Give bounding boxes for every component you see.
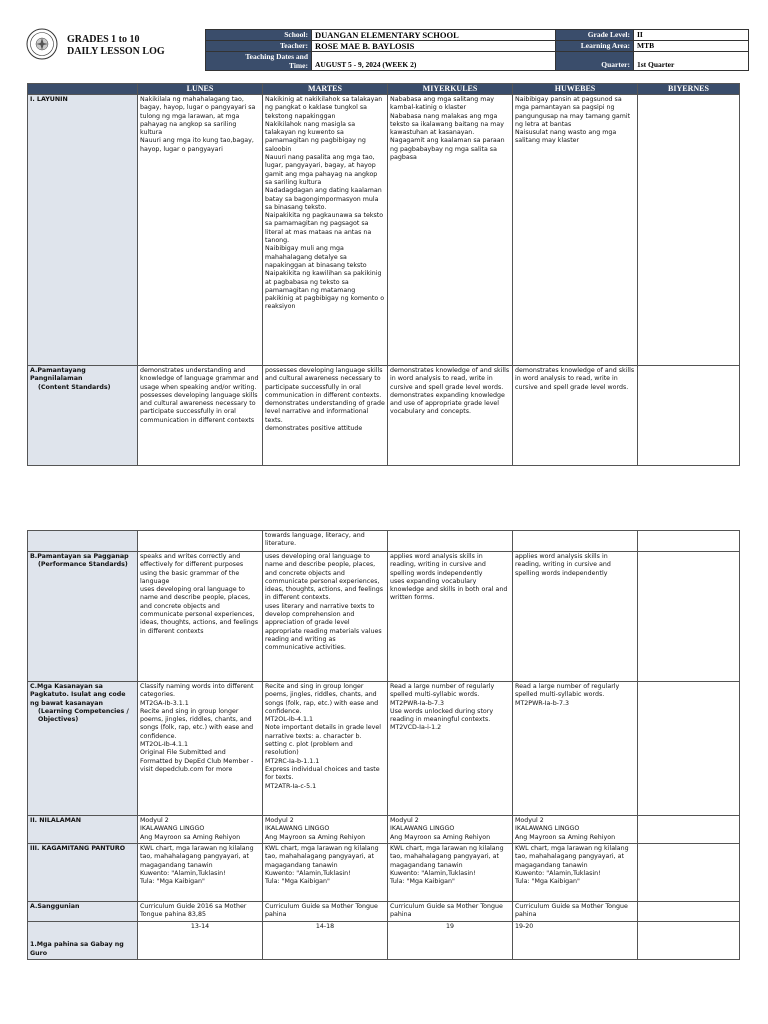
cell-gabay-huwebes: 19-20 — [513, 922, 638, 960]
cell-layunin-huwebes: Naibibigay pansin at pagsunod sa mga pamantayan sa pagsipi ng pangungusap na may tamang gamit ng letra at bantas Naisusulat nang wasto ang mga salitang may klaster — [513, 95, 638, 366]
title-line-2: DAILY LESSON LOG — [67, 46, 165, 57]
document-title — [67, 34, 165, 58]
lesson-log-table-page-2 — [27, 530, 740, 960]
cell-gabay-lunes: 13-14 — [138, 922, 263, 960]
day-header-martes: MARTES — [263, 84, 388, 95]
row-nilalaman — [28, 816, 740, 844]
cell-gabay-biyernes — [638, 922, 740, 960]
day-header-huwebes: HUWEBES — [513, 84, 638, 95]
cell-gabay-miyerkules: 19 — [388, 922, 513, 960]
cell-kagamitan-biyernes — [638, 844, 740, 902]
cell-layunin-martes: Nakikinig at nakikilahok sa talakayan ng pangkat o kaklase tungkol sa tekstong napakinggan Nakikilahok nang masigla sa talakayan ng kuwento sa pamamagitan ng pagbibigay ng saloobin Nauuri nang pasalita ang mga tao, lugar, pangyayari, bagay, at hayop gamit ang mga pahayag na angkop sa sariling kultura Nadadagdagan ang dating kaalaman batay sa bagongimpormasyon mula sa binasang teksto. Naipakikita ng pagkaunawa sa teksto sa pamamagitan ng pagsagot sa literal at mas mataas na antas na tanong. Naibibigay muli ang mga mahahalagang detalye sa napakinggan at binasang teksto Naipakikita ng kawilihan sa pakikinig at pagbabasa ng teksto sa pamamagitan ng matamang pakikinig at pagbibigay ng komento o reaksiyon — [263, 95, 388, 366]
cell-kagamitan-miyerkules: KWL chart, mga larawan ng kilalang tao, mahahalagang pangyayari, at magagandang tanawin Kuwento: "Alamin,Tuklasin! Tula: "Mga Kaibigan" — [388, 844, 513, 902]
row-kagamitan — [28, 844, 740, 902]
teacher-value: ROSE MAE B. BAYLOSIS — [312, 41, 556, 52]
learning-area-label: Learning Area: — [556, 41, 634, 52]
row-label-sanggunian: A.Sanggunian — [28, 902, 138, 922]
cell-sanggunian-martes: Curriculum Guide sa Mother Tongue pahina — [263, 902, 388, 922]
cell-cont-miyerkules — [388, 531, 513, 552]
cell-nilalaman-huwebes: Modyul 2 IKALAWANG LINGGO Ang Mayroon sa Aming Rehiyon — [513, 816, 638, 844]
school-label: School: — [206, 30, 312, 41]
school-value: DUANGAN ELEMENTARY SCHOOL — [312, 30, 556, 41]
cell-performance-biyernes — [638, 552, 740, 682]
cell-cont-biyernes — [638, 531, 740, 552]
cell-sanggunian-huwebes: Curriculum Guide sa Mother Tongue pahina — [513, 902, 638, 922]
cell-content-lunes: demonstrates understanding and knowledge of language grammar and usage when speaking and/or writing. possesses developing language skills and cultural awareness necessary to participate successfully in oral communication in different contexts — [138, 366, 263, 466]
row-label-gabay-guro: 1.Mga pahina sa Gabay ng Guro — [28, 922, 138, 960]
day-header-lunes: LUNES — [138, 84, 263, 95]
row-label-kagamitan: III. KAGAMITANG PANTURO — [28, 844, 138, 902]
cell-performance-lunes: speaks and writes correctly and effectively for different purposes using the basic grammar of the language uses developing oral language to name and describe people, places, and concrete objects and communicate personal experiences, ideas, thoughts, actions, and feelings in different contexts — [138, 552, 263, 682]
row-content-standards — [28, 366, 740, 466]
row-performance-standards — [28, 552, 740, 682]
learning-area-value: MTB — [634, 41, 749, 52]
cell-nilalaman-biyernes — [638, 816, 740, 844]
cell-gabay-martes: 14-18 — [263, 922, 388, 960]
row-layunin — [28, 95, 740, 366]
row-label-nilalaman: II. NILALAMAN — [28, 816, 138, 844]
header-info-table — [205, 29, 749, 71]
row-sanggunian — [28, 902, 740, 922]
cell-layunin-miyerkules: Nababasa ang mga salitang may kambal-katinig o klaster Nababasa nang malakas ang mga teksto sa ikalawang baitang na may kawastuhan at kasanayan. Nagagamit ang kaalaman sa paraan ng pagbabaybay ng mga salita sa pagbasa — [388, 95, 513, 366]
quarter-label: Quarter: — [556, 52, 634, 71]
row-label-content-standards: A.Pamantayang Pangnilalaman (Content Standards) — [28, 366, 138, 466]
cell-content-martes: possesses developing language skills and cultural awareness necessary to participate successfully in oral communication in different contexts. demonstrates understanding of grade level narrative and informational texts. demonstrates positive attitude — [263, 366, 388, 466]
cell-performance-miyerkules: applies word analysis skills in reading, writing in cursive and spelling words independently uses expanding vocabulary knowledge and skills in both oral and written forms. — [388, 552, 513, 682]
day-header-miyerkules: MIYERKULES — [388, 84, 513, 95]
title-line-1: GRADES 1 to 10 — [67, 34, 140, 45]
cell-cont-lunes — [138, 531, 263, 552]
cell-sanggunian-lunes: Curriculum Guide 2016 sa Mother Tongue pahina 83,85 — [138, 902, 263, 922]
cell-performance-martes: uses developing oral language to name and describe people, places, and concrete objects and communicate personal experiences, ideas, thoughts, actions, and feelings in different contexts. uses literary and narrative texts to develop comprehension and appreciation of grade level appropriate reading materials values reading and writing as communicative activities. — [263, 552, 388, 682]
cell-competencies-biyernes — [638, 682, 740, 816]
teacher-label: Teacher: — [206, 41, 312, 52]
cell-nilalaman-miyerkules: Modyul 2 IKALAWANG LINGGO Ang Mayroon sa Aming Rehiyon — [388, 816, 513, 844]
cell-competencies-lunes: Classify naming words into different categories. MT2GA-Ib-3.1.1 Recite and sing in group longer poems, jingles, riddles, chants, and songs (folk, rap, etc.) with ease and confidence. MT2OL-Ib-4.1.1 Original File Submitted and Formatted by DepEd Club Member - visit depedclub.com for more — [138, 682, 263, 816]
cell-cont-martes: towards language, literacy, and literature. — [263, 531, 388, 552]
cell-content-huwebes: demonstrates knowledge of and skills in word analysis to read, write in cursive and spell grade level words. — [513, 366, 638, 466]
cell-layunin-biyernes — [638, 95, 740, 366]
cell-kagamitan-lunes: KWL chart, mga larawan ng kilalang tao, mahahalagang pangyayari, at magagandang tanawin Kuwento: "Alamin,Tuklasin! Tula: "Mga Kaibigan" — [138, 844, 263, 902]
lesson-log-table-page-1 — [27, 83, 740, 466]
cell-kagamitan-martes: KWL chart, mga larawan ng kilalang tao, mahahalagang pangyayari, at magagandang tanawin Kuwento: "Alamin,Tuklasin! Tula: "Mga Kaibigan" — [263, 844, 388, 902]
cell-layunin-lunes: Nakikilala ng mahahalagang tao, bagay, hayop, lugar o pangyayari sa tulong ng mga larawan, at mga pahayag na angkop sa sariling kultura Nauuri ang mga ito kung tao,bagay, hayop, lugar o pangyayari — [138, 95, 263, 366]
dates-value: AUGUST 5 - 9, 2024 (WEEK 2) — [312, 52, 556, 71]
day-header-biyernes: BIYERNES — [638, 84, 740, 95]
cell-competencies-huwebes: Read a large number of regularly spelled multi-syllabic words. MT2PWR-Ia-b-7.3 — [513, 682, 638, 816]
quarter-value: 1st Quarter — [634, 52, 749, 71]
grade-level-label: Grade Level: — [556, 30, 634, 41]
row-label-continued — [28, 531, 138, 552]
cell-performance-huwebes: applies word analysis skills in reading, writing in cursive and spelling words independently — [513, 552, 638, 682]
row-learning-competencies — [28, 682, 740, 816]
cell-competencies-miyerkules: Read a large number of regularly spelled multi-syllabic words. MT2PWR-Ia-b-7.3 Use words unlocked during story reading in meaningful contexts. MT2VCD-Ia-i-1.2 — [388, 682, 513, 816]
cell-cont-huwebes — [513, 531, 638, 552]
grade-level-value: II — [634, 30, 749, 41]
cell-nilalaman-lunes: Modyul 2 IKALAWANG LINGGO Ang Mayroon sa Aming Rehiyon — [138, 816, 263, 844]
deped-seal-icon — [26, 28, 58, 60]
row-content-continued — [28, 531, 740, 552]
row-label-learning-competencies: C.Mga Kasanayan sa Pagkatuto. Isulat ang code ng bawat kasanayan (Learning Competencies / Objectives) — [28, 682, 138, 816]
cell-sanggunian-miyerkules: Curriculum Guide sa Mother Tongue pahina — [388, 902, 513, 922]
dates-label: Teaching Dates and Time: — [206, 52, 312, 71]
row-gabay-guro — [28, 922, 740, 960]
cell-nilalaman-martes: Modyul 2 IKALAWANG LINGGO Ang Mayroon sa Aming Rehiyon — [263, 816, 388, 844]
corner-header — [28, 84, 138, 95]
row-label-performance-standards: B.Pamantayan sa Pagganap (Performance Standards) — [28, 552, 138, 682]
cell-sanggunian-biyernes — [638, 902, 740, 922]
cell-content-biyernes — [638, 366, 740, 466]
row-label-layunin: I. LAYUNIN — [28, 95, 138, 366]
cell-kagamitan-huwebes: KWL chart, mga larawan ng kilalang tao, mahahalagang pangyayari, at magagandang tanawin Kuwento: "Alamin,Tuklasin! Tula: "Mga Kaibigan" — [513, 844, 638, 902]
cell-competencies-martes: Recite and sing in group longer poems, jingles, riddles, chants, and songs (folk, rap, etc.) with ease and confidence. MT2OL-Ib-4.1.1 Note important details in grade level narrative texts: a. character b. setting c. plot (problem and resolution) MT2RC-Ia-b-1.1.1 Express individual choices and taste for texts. MT2ATR-Ia-c-5.1 — [263, 682, 388, 816]
cell-content-miyerkules: demonstrates knowledge of and skills in word analysis to read, write in cursive and spell grade level words. demonstrates expanding knowledge and use of appropriate grade level vocabulary and concepts. — [388, 366, 513, 466]
